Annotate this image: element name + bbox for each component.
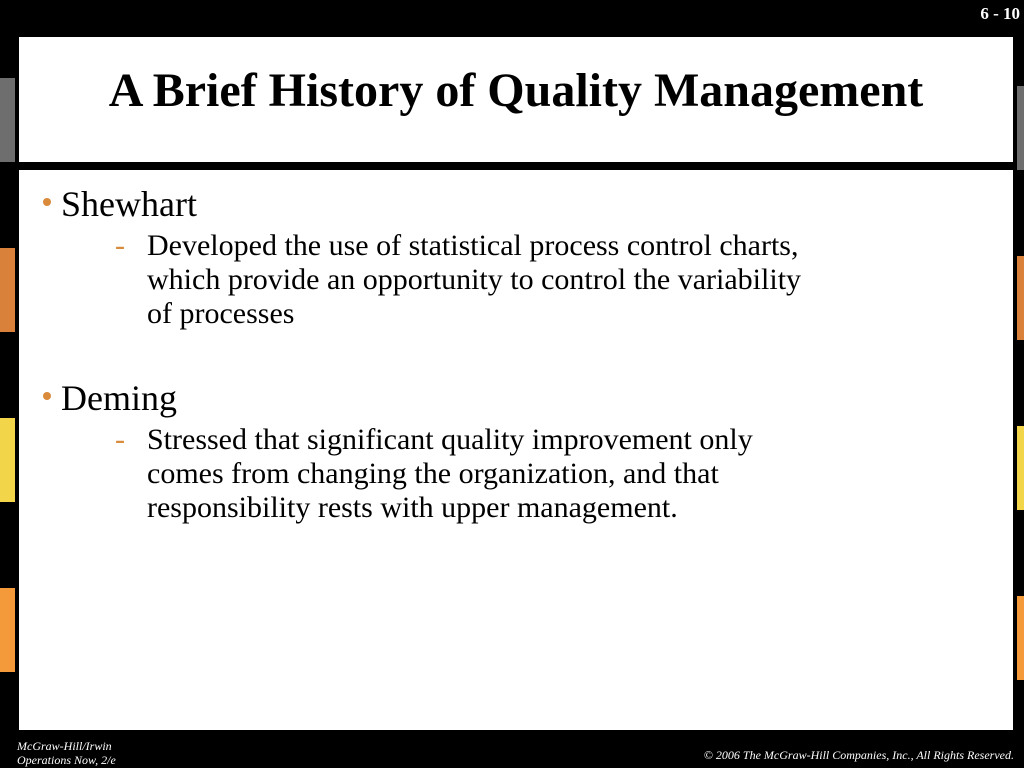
- sub-bullet-text: [147, 229, 937, 331]
- left-yellow-tab: [0, 418, 15, 502]
- dash-icon: -: [115, 423, 125, 456]
- footer-publisher-line: McGraw-Hill/Irwin: [17, 739, 112, 753]
- sub-bullet-text: [147, 423, 937, 525]
- sub-bullet-line: of processes: [147, 297, 295, 330]
- slide-title: A Brief History of Quality Management: [108, 64, 924, 117]
- sub-bullet-line: responsibility rests with upper management.: [147, 491, 678, 524]
- right-light-orange-tab: [1017, 596, 1024, 680]
- right-yellow-tab: [1017, 426, 1024, 510]
- sub-bullet-line: comes from changing the organization, and that: [147, 457, 719, 490]
- title-box: [19, 37, 1013, 162]
- sub-bullet-line: which provide an opportunity to control the variability: [147, 263, 802, 296]
- left-orange-tab: [0, 248, 15, 332]
- footer-publisher: [17, 739, 116, 767]
- sub-bullet-line: Stressed that significant quality improvement only: [147, 423, 753, 456]
- slide-number: 6 - 10: [980, 4, 1020, 23]
- right-orange-tab: [1017, 256, 1024, 340]
- bullet-label: Shewhart: [61, 184, 197, 224]
- footer-publisher-line: Operations Now, 2/e: [17, 753, 116, 767]
- dash-icon: -: [115, 229, 125, 262]
- bullet-dot-icon: [43, 198, 51, 206]
- right-gray-tab: [1017, 86, 1024, 170]
- content-box: [19, 170, 1013, 730]
- footer-copyright: © 2006 The McGraw-Hill Companies, Inc., All Rights Reserved.: [703, 748, 1014, 762]
- left-gray-tab: [0, 78, 15, 162]
- sub-bullet-line: Developed the use of statistical process control charts,: [147, 229, 799, 262]
- bullet-dot-icon: [43, 392, 51, 400]
- left-light-orange-tab: [0, 588, 15, 672]
- bullet-label: Deming: [61, 378, 177, 418]
